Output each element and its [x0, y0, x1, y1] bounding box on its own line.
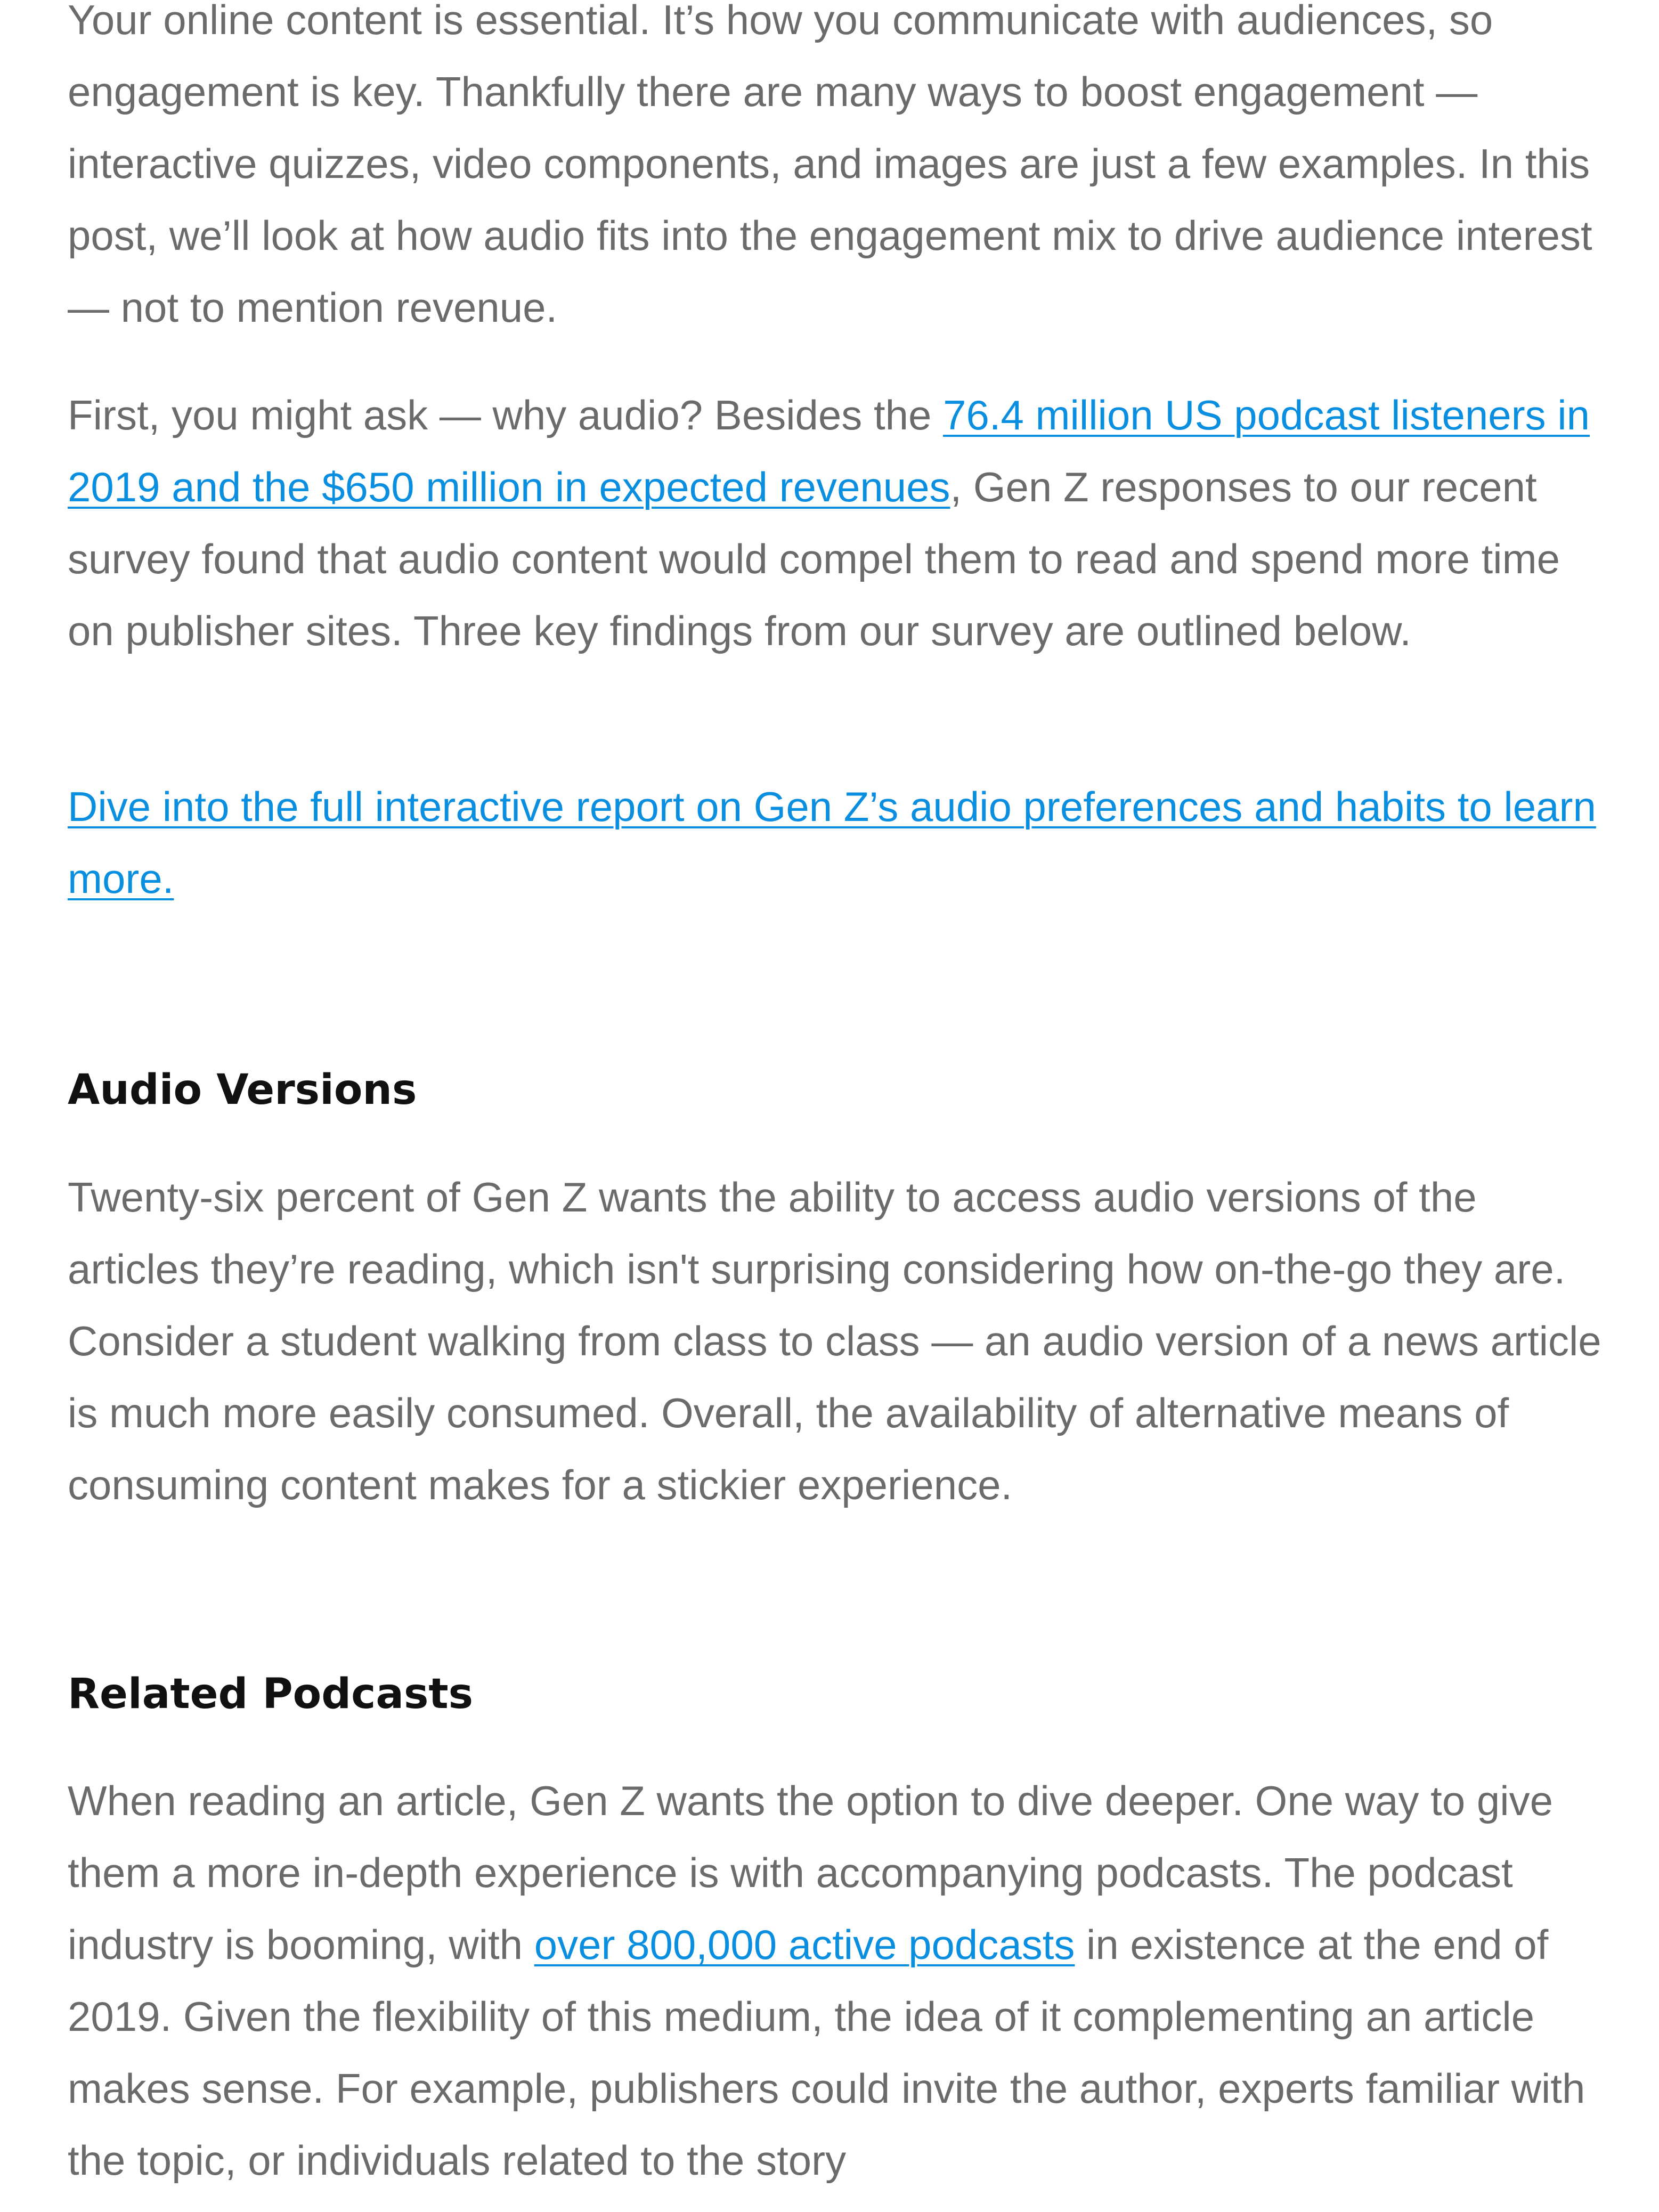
- why-audio-paragraph: [68, 379, 1602, 667]
- intro-paragraph: Your online content is essential. It’s how you communicate with audiences, so engagement is key. Thankfully there are many ways to boost engagement — interactive quizzes, video components, and images are just a few examples. In this post, we’ll look at how audio fits into the engagement mix to drive audience interest — not to mention revenue.: [68, 0, 1592, 331]
- related-podcasts-text-start: When reading an article, Gen Z wants the option to dive deeper. One way to give them a more in-depth experience is with accompanying podcasts. The podcast industry is booming, with: [68, 1777, 1553, 1968]
- audio-versions-paragraph: Twenty-six percent of Gen Z wants the ability to access audio versions of the articles they’re reading, which isn't surprising considering how on-the-go they are. Consider a student walking from class to class — an audio version of a news article is much more easily consumed. Overall, the availability of alternative means of consuming content makes for a stickier experience.: [68, 1174, 1601, 1508]
- podcast-listeners-link[interactable]: 76.4 million US podcast listeners in 2019 and the $650 million in expected revenues: [68, 392, 1590, 510]
- audio-versions-heading: Audio Versions: [68, 1066, 417, 1114]
- why-audio-text-end: , Gen Z responses to our recent survey found that audio content would compel them to read and spend more time on publisher sites. Three key findings from our survey are outlined below.: [68, 463, 1560, 654]
- related-podcasts-heading: Related Podcasts: [68, 1670, 474, 1718]
- full-report-link[interactable]: Dive into the full interactive report on Gen Z’s audio preferences and habits to learn more.: [68, 783, 1596, 902]
- report-link-paragraph: [68, 771, 1602, 915]
- why-audio-text-start: First, you might ask — why audio? Besides the: [68, 392, 944, 438]
- related-podcasts-text-end: in existence at the end of 2019. Given the flexibility of this medium, the idea of it complementing an article makes sense. For example, publishers could invite the author, experts familiar with the topic, or individuals related to the story: [68, 1921, 1585, 2184]
- related-podcasts-paragraph: [68, 1765, 1602, 2197]
- active-podcasts-link[interactable]: over 800,000 active podcasts: [534, 1921, 1075, 1968]
